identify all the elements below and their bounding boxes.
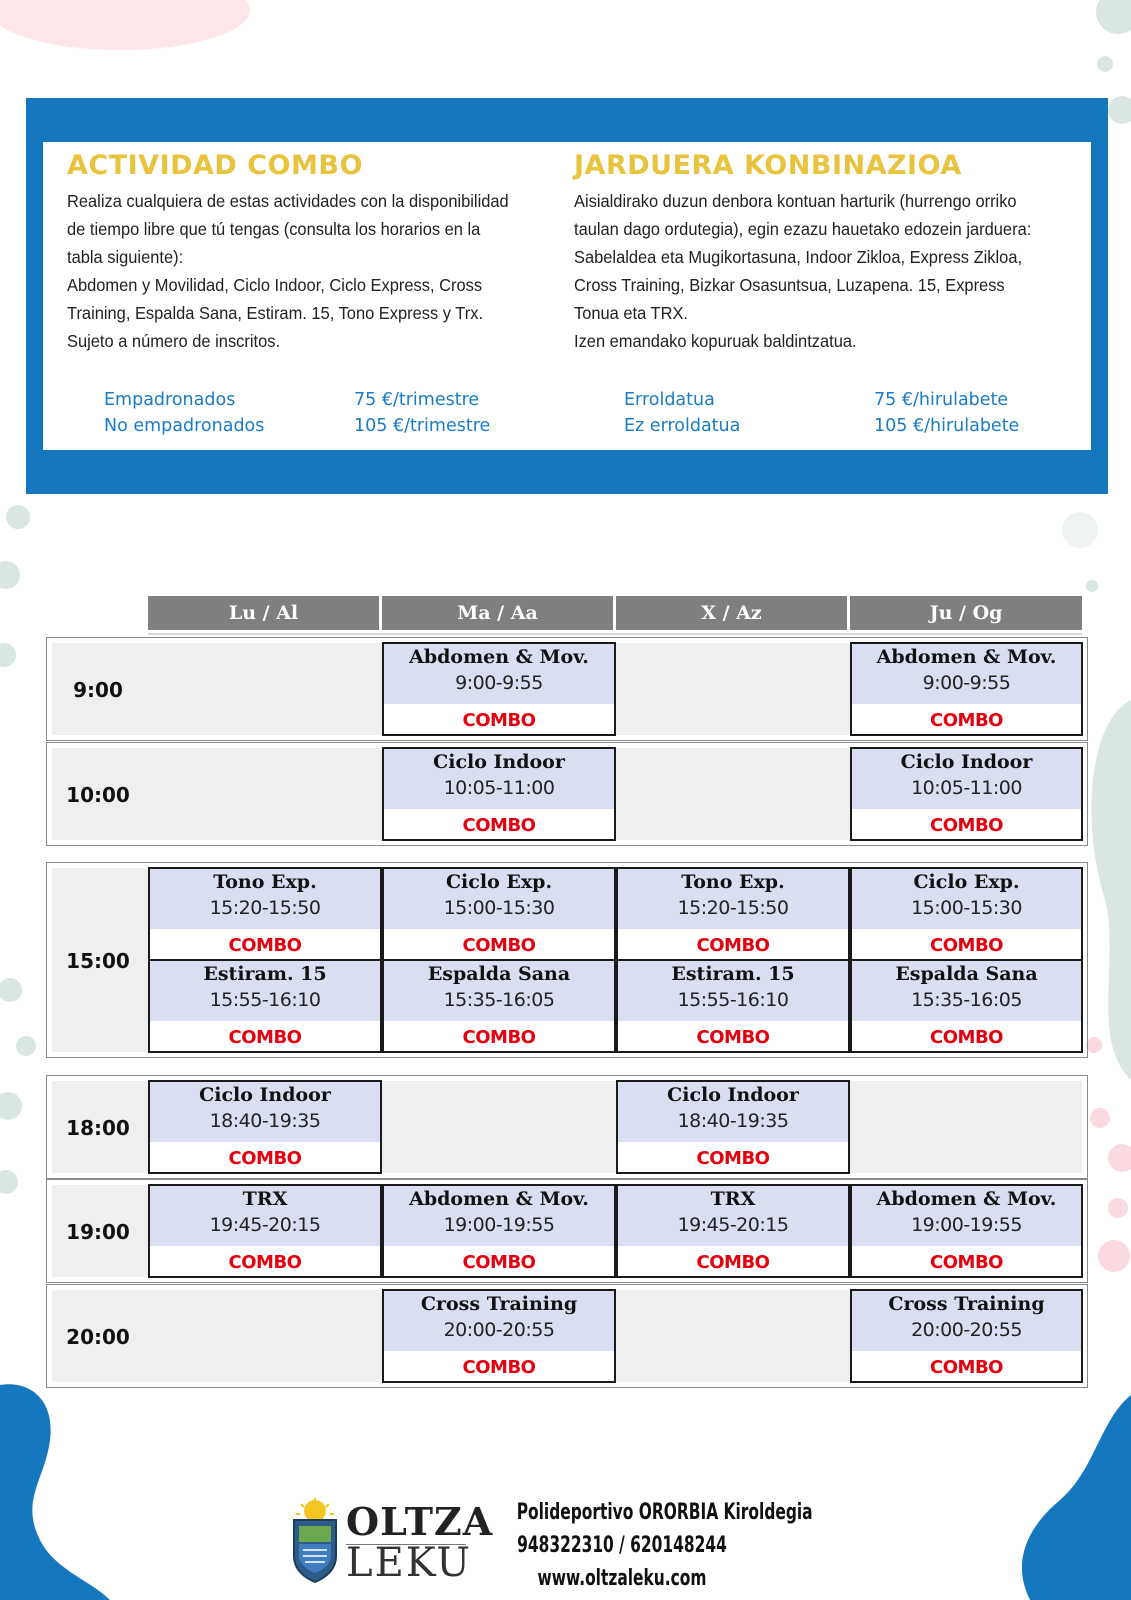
class-hours: 19:45-20:15: [677, 1214, 789, 1236]
day-header-wed: X / Az: [616, 596, 847, 630]
class-hours: 10:05-11:00: [911, 777, 1022, 799]
class-hours: 19:00-19:55: [443, 1214, 555, 1236]
class-hours: 15:00-15:30: [443, 897, 555, 919]
class-name: Ciclo Indoor: [433, 751, 565, 773]
day-header-thu: Ju / Og: [850, 596, 1082, 630]
class-name: Cross Training: [420, 1293, 578, 1315]
time-label: 20:00: [66, 1325, 130, 1349]
contact-block: [487, 1496, 813, 1595]
class-cell: [148, 1184, 382, 1278]
class-cell: [382, 1184, 616, 1278]
class-name: Abdomen & Mov.: [409, 646, 589, 668]
class-cell: [850, 959, 1083, 1053]
price-label: Erroldatua: [624, 390, 715, 410]
class-name: Ciclo Indoor: [900, 751, 1033, 773]
logo-text-leku: LEKU: [346, 1540, 472, 1586]
class-hours: 15:20-15:50: [209, 897, 321, 919]
combo-label: COMBO: [930, 1252, 1003, 1273]
price-row: [624, 413, 1019, 439]
class-hours: 18:40-19:35: [677, 1110, 789, 1132]
class-hours: 15:55-16:10: [677, 989, 789, 1011]
price-value: 105 €/hirulabete: [874, 416, 1020, 436]
class-cell: [616, 1184, 850, 1278]
class-name: Abdomen & Mov.: [876, 646, 1057, 668]
combo-label: COMBO: [462, 710, 536, 731]
combo-label: COMBO: [462, 1357, 536, 1378]
class-cell: [850, 1184, 1083, 1278]
class-hours: 19:00-19:55: [911, 1214, 1022, 1236]
combo-label: COMBO: [930, 935, 1003, 956]
class-cell: [148, 959, 382, 1053]
class-hours: 15:55-16:10: [209, 989, 321, 1011]
combo-label: COMBO: [696, 1027, 770, 1048]
class-name: Espalda Sana: [427, 963, 571, 985]
class-name: Tono Exp.: [681, 871, 785, 893]
class-hours: 15:35-16:05: [911, 989, 1022, 1011]
class-name: Estiram. 15: [203, 963, 327, 985]
price-row: [104, 387, 490, 413]
price-label: No empadronados: [104, 416, 265, 436]
combo-label: COMBO: [228, 1027, 302, 1048]
class-name: TRX: [710, 1188, 756, 1210]
day-header-mon: Lu / Al: [148, 596, 379, 630]
class-name: Cross Training: [888, 1293, 1045, 1315]
info-body-es: Realiza cualquiera de estas actividades con la disponibilidad de tiempo libre que tú tengas (consulta los horarios en la tabla siguiente): Abdomen y Movilidad, Ciclo Indoor, Ciclo Express, Cross Training, Espalda Sana, Estiram. 15, Tono Express y Trx. Sujeto a número de inscritos.: [67, 191, 509, 352]
class-cell: [382, 642, 616, 736]
combo-label: COMBO: [462, 815, 536, 836]
class-hours: 9:00-9:55: [455, 672, 543, 694]
class-name: TRX: [242, 1188, 288, 1210]
combo-label: COMBO: [930, 1357, 1003, 1378]
class-hours: 18:40-19:35: [209, 1110, 321, 1132]
class-name: Estiram. 15: [671, 963, 795, 985]
info-column-eu: [574, 150, 1064, 355]
class-name: Abdomen & Mov.: [876, 1188, 1057, 1210]
oltza-leku-logo: [291, 1498, 494, 1586]
price-row: [104, 413, 490, 439]
info-title-es: ACTIVIDAD COMBO: [67, 150, 363, 181]
combo-label: COMBO: [462, 1027, 536, 1048]
combo-label: COMBO: [462, 1252, 536, 1273]
class-hours: 20:00-20:55: [443, 1319, 555, 1341]
price-list-es: [104, 387, 490, 439]
class-cell: [850, 1289, 1083, 1383]
day-header-tue: Ma / Aa: [382, 596, 613, 630]
combo-label: COMBO: [696, 1148, 770, 1169]
time-label: 19:00: [66, 1220, 130, 1244]
class-cell: [850, 747, 1083, 841]
class-name: Espalda Sana: [895, 963, 1038, 985]
class-cell: [616, 1080, 850, 1174]
info-column-es: [67, 150, 557, 355]
class-cell: [382, 1289, 616, 1383]
class-name: Ciclo Exp.: [445, 871, 553, 893]
price-value: 105 €/trimestre: [354, 416, 491, 436]
phone-numbers: 948322310 / 620148244: [517, 1533, 727, 1558]
price-row: [624, 387, 1019, 413]
class-cell: [382, 959, 616, 1053]
class-name: Abdomen & Mov.: [409, 1188, 589, 1210]
class-cell: [382, 867, 616, 961]
price-value: 75 €/trimestre: [354, 390, 480, 410]
info-title-eu: JARDUERA KONBINAZIOA: [574, 150, 962, 181]
time-label: 15:00: [66, 949, 130, 973]
combo-label: COMBO: [696, 1252, 770, 1273]
price-label: Empadronados: [104, 390, 236, 410]
class-hours: 10:05-11:00: [443, 777, 555, 799]
class-cell: [382, 747, 616, 841]
class-cell: [850, 867, 1083, 961]
facility-name: Polideportivo ORORBIA Kiroldegia: [516, 1500, 813, 1525]
combo-label: COMBO: [930, 710, 1003, 731]
combo-label: COMBO: [930, 815, 1003, 836]
class-cell: [148, 1080, 382, 1174]
combo-label: COMBO: [696, 935, 770, 956]
price-value: 75 €/hirulabete: [874, 390, 1009, 410]
time-label: 10:00: [66, 783, 130, 807]
info-body-eu: Aisialdirako duzun denbora kontuan harturik (hurrengo orriko taulan dago ordutegia), egin ezazu hauetako edozein jarduera: Sabelaldea eta Mugikortasuna, Indoor Zikloa, Express Zikloa, Cross Training, Bizkar Osasuntsua, Luzapena. 15, Express Tonua eta TRX. Izen emandako kopuruak baldintzatua.: [574, 191, 1032, 352]
class-hours: 15:35-16:05: [443, 989, 555, 1011]
time-label: 18:00: [66, 1116, 130, 1140]
class-name: Tono Exp.: [213, 871, 317, 893]
shield-icon: [291, 1498, 339, 1584]
combo-label: COMBO: [228, 935, 302, 956]
class-hours: 20:00-20:55: [911, 1319, 1022, 1341]
time-label: 9:00: [73, 678, 123, 702]
class-hours: 19:45-20:15: [209, 1214, 321, 1236]
class-cell: [616, 867, 850, 961]
class-name: Ciclo Indoor: [667, 1084, 799, 1106]
price-list-eu: [624, 387, 1019, 439]
combo-label: COMBO: [462, 935, 536, 956]
class-cell: [850, 642, 1083, 736]
class-hours: 15:20-15:50: [677, 897, 789, 919]
price-label: Ez erroldatua: [624, 416, 741, 436]
combo-label: COMBO: [228, 1148, 302, 1169]
class-hours: 9:00-9:55: [922, 672, 1011, 694]
website-link[interactable]: www.oltzaleku.com: [537, 1566, 707, 1591]
class-cell: [616, 959, 850, 1053]
combo-label: COMBO: [930, 1027, 1003, 1048]
class-cell: [148, 867, 382, 961]
class-name: Ciclo Exp.: [913, 871, 1020, 893]
logo-text-oltza: OLTZA: [346, 1499, 494, 1544]
class-name: Ciclo Indoor: [199, 1084, 331, 1106]
combo-label: COMBO: [228, 1252, 302, 1273]
class-hours: 15:00-15:30: [911, 897, 1022, 919]
header-divider: [148, 633, 1082, 635]
